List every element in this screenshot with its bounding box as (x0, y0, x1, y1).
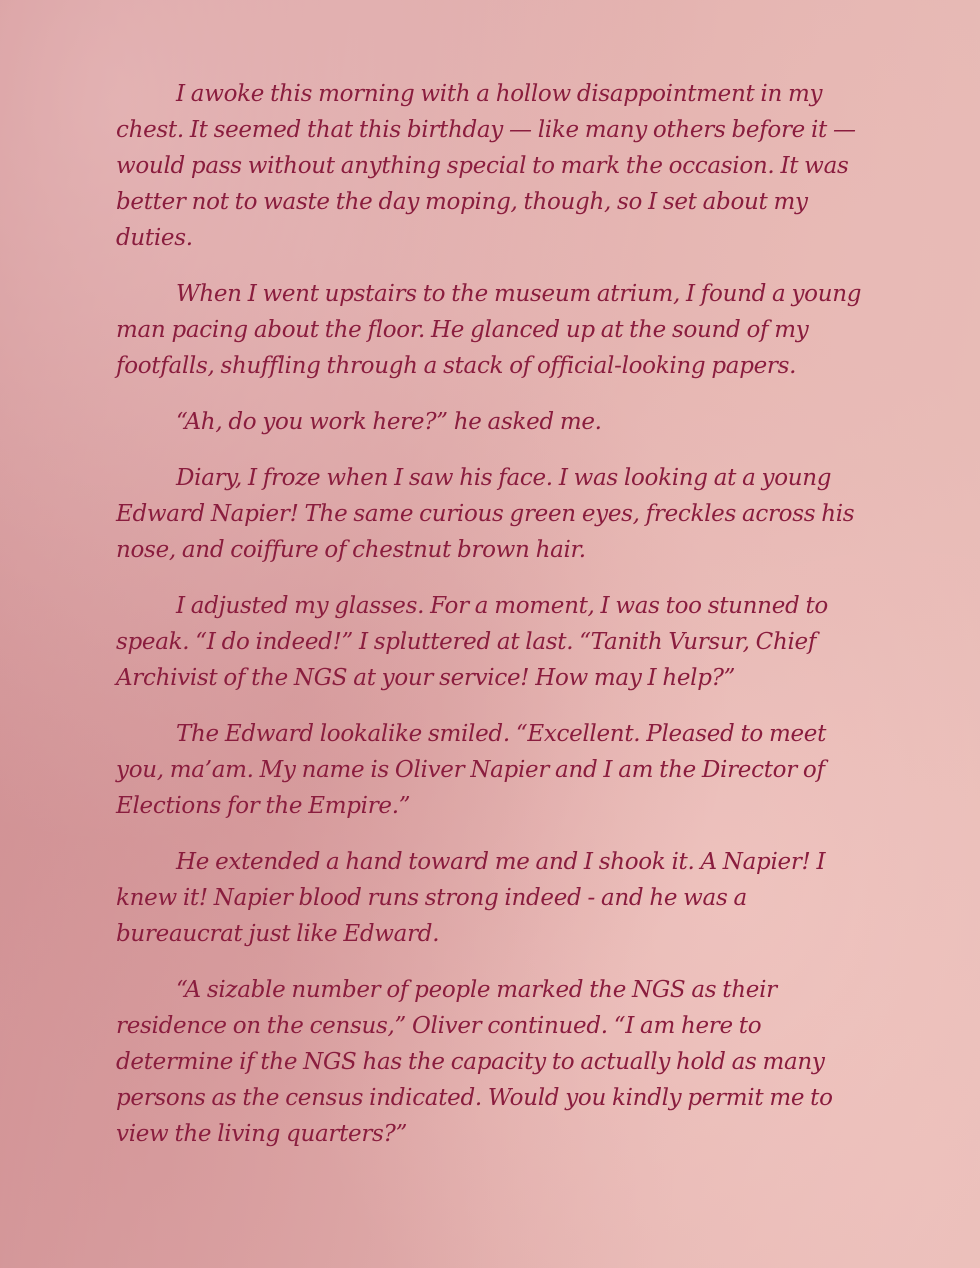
diary-paragraph-3: “Ah, do you work here?” he asked me. (176, 409, 602, 435)
diary-paragraph-8: “A sizable number of people marked the NGS as their residence on the census,” Oliver continued. “I am here to determine if the NGS has the capacity to actually hold as many persons as the census indicated. Would you kindly permit me to view the living quarters?” (116, 977, 833, 1147)
diary-paragraph-4: Diary, I froze when I saw his face. I was looking at a young Edward Napier! The same curious green eyes, freckles across his nose, and coiffure of chestnut brown hair. (116, 465, 855, 563)
diary-paragraph-6: The Edward lookalike smiled. “Excellent. Pleased to meet you, ma’am. My name is Oliver Napier and I am the Director of Elections for the Empire.” (116, 721, 827, 819)
diary-paragraph-5: I adjusted my glasses. For a moment, I was too stunned to speak. “I do indeed!” I spluttered at last. “Tanith Vursur, Chief Archivist of the NGS at your service! How may I help?” (116, 593, 828, 691)
diary-paragraph-2: When I went upstairs to the museum atrium, I found a young man pacing about the floor. He glanced up at the sound of my footfalls, shuffling through a stack of official-looking papers. (116, 281, 862, 379)
diary-paragraph-7: He extended a hand toward me and I shook it. A Napier! I knew it! Napier blood runs strong indeed - and he was a bureaucrat just like Edward. (116, 849, 826, 947)
diary-paragraph-1: I awoke this morning with a hollow disappointment in my chest. It seemed that this birthday — like many others before it — would pass without anything special to mark the occasion. It was better not to waste the day moping, though, so I set about my duties. (116, 81, 856, 251)
